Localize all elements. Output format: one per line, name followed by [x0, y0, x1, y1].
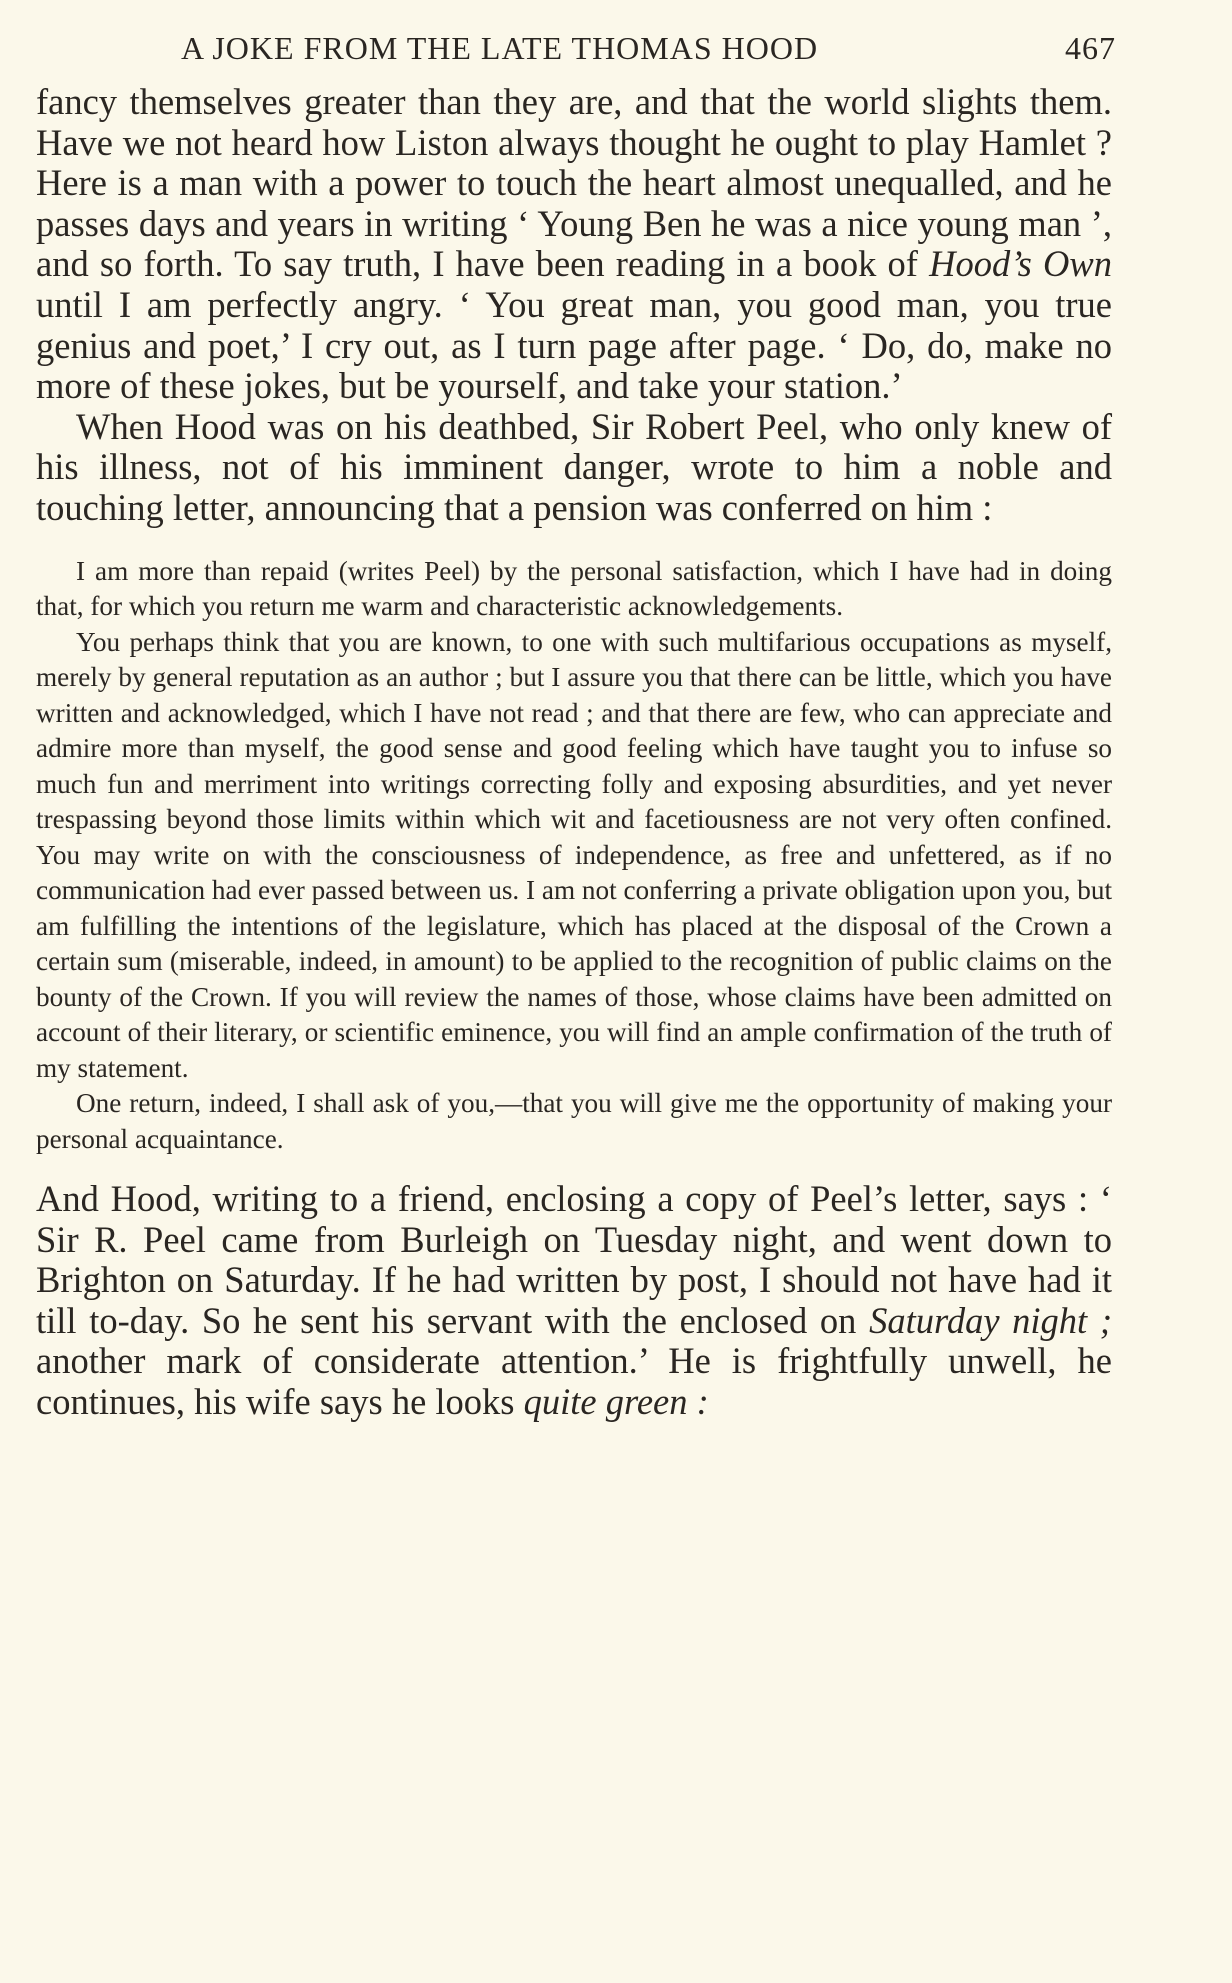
- paragraph-continued: [36, 82, 1112, 407]
- running-title: A JOKE FROM THE LATE THOMAS HOOD: [181, 30, 819, 66]
- paragraph-hood-letter: [36, 1179, 1112, 1423]
- quote-paragraph: I am more than repaid (writes Peel) by the personal satisfaction, which I have had in doing that, for which you return me warm and characteristic acknowledgements.: [36, 555, 1112, 622]
- quote-paragraph: One return, indeed, I shall ask of you,—that you will give me the opportunity of making your personal acquaintance.: [36, 1088, 1112, 1154]
- block-quote-peel-letter: [36, 554, 1112, 1158]
- page-number: 467: [1065, 30, 1116, 66]
- paragraph-text: And Hood, writing to a friend, enclosing a copy of Peel’s letter, says : ‘ Sir R. Peel came from Burleigh on Tuesday night, and went down to Brighton on Saturday. If he had written by post, I should not have had it till to-day. So he sent his servant with the enclosed on: [36, 1178, 1112, 1341]
- emphasis-italic: quite green :: [523, 1381, 709, 1422]
- book-page: [36, 24, 1116, 1423]
- paragraph-text: another mark of considerate attention.’ He is frightfully unwell, he continues, his wife says he looks: [36, 1340, 1112, 1422]
- paragraph-text: fancy themselves greater than they are, and that the world slights them. Have we not heard how Liston always thought he ought to play Hamlet ? Here is a man with a power to touch the heart almost unequalled, and he passes days and years in writing ‘ Young Ben he was a nice young man ’, and so forth. To say truth, I have been reading in a book of: [36, 81, 1112, 285]
- quote-paragraph: You perhaps think that you are known, to one with such multifarious occupations as myself, merely by general reputation as an author ; but I assure you that there can be little, which you have written and acknowledged, which I have not read ; and that there are few, who can appreciate and admire more than myself, the good sense and good feeling which have taught you to infuse so much fun and merriment into writings correcting folly and exposing absurdities, and yet never trespassing beyond those limits within which wit and facetiousness are not very often confined. You may write on with the consciousness of independence, as free and unfettered, as if no communication had ever passed between us. I am not conferring a private obligation upon you, but am fulfilling the intentions of the legislature, which has placed at the disposal of the Crown a certain sum (miserable, indeed, in amount) to be applied to the recognition of public claims on the bounty of the Crown. If you will review the names of those, whose claims have been admitted on account of their literary, or scientific eminence, you will find an ample confirmation of the truth of my statement.: [36, 626, 1112, 1083]
- paragraph-text: until I am perfectly angry. ‘ You great man, you good man, you true genius and poet,’ I cry out, as I turn page after page. ‘ Do, do, make no more of these jokes, but be yourself, and take your station.’: [36, 283, 1112, 407]
- emphasis-italic: Saturday night ;: [869, 1299, 1112, 1341]
- paragraph-deathbed: When Hood was on his deathbed, Sir Robert Peel, who only knew of his illness, not of his imminent danger, wrote to him a noble and touching letter, announcing that a pension was conferred on him :: [36, 405, 1112, 528]
- running-head: [36, 24, 1116, 82]
- book-title-italic: Hood’s Own: [929, 243, 1112, 285]
